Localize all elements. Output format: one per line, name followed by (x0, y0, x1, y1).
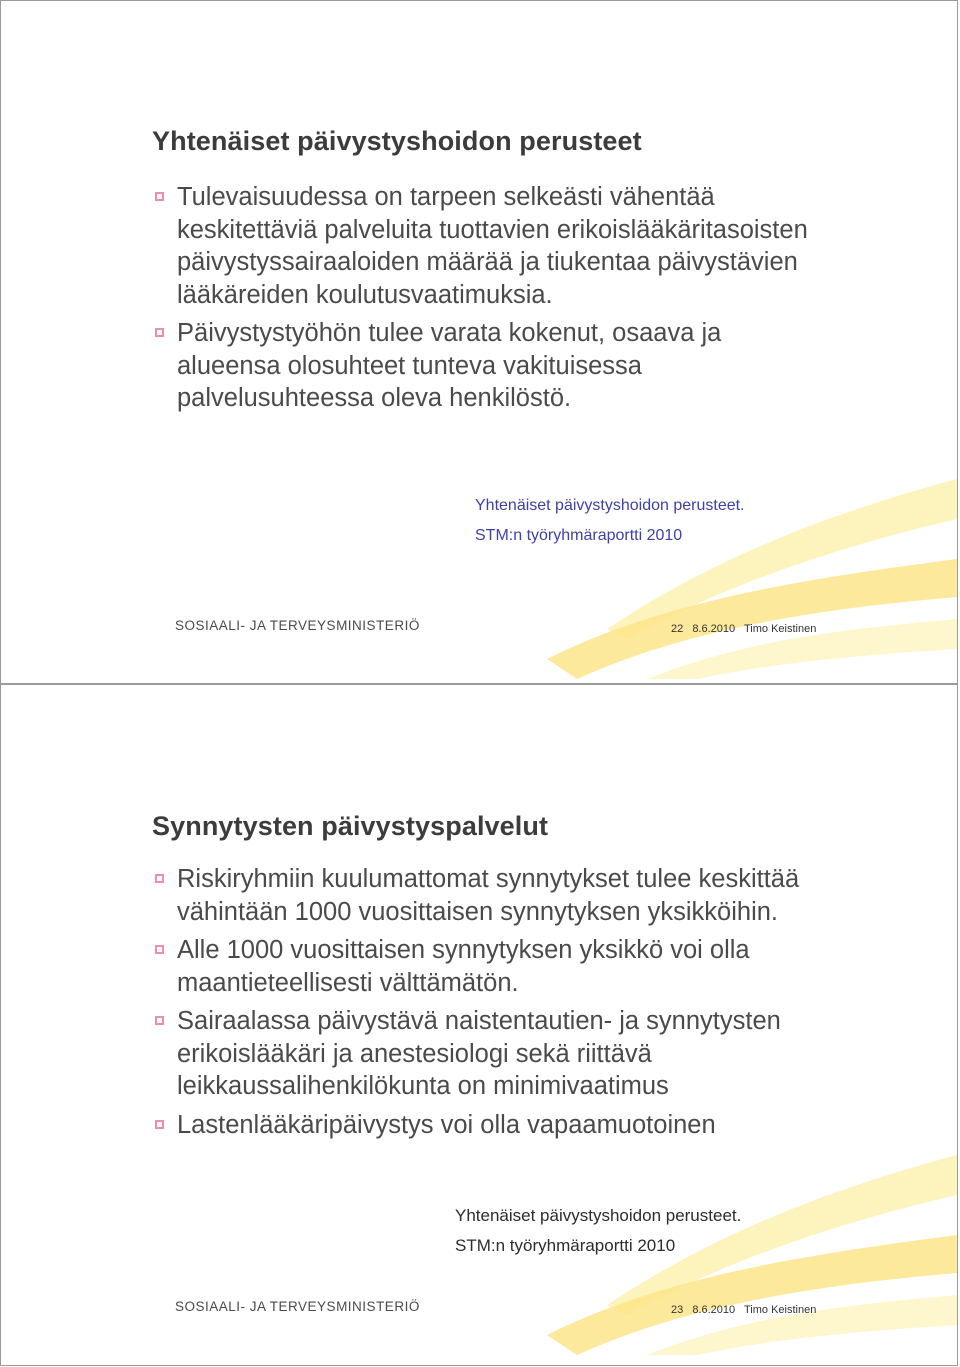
square-bullet-icon (155, 1120, 164, 1129)
ministry-logo-text: SOSIAALI- JA TERVEYSMINISTERIÖ (175, 618, 420, 633)
slide-23 (0, 684, 958, 1366)
source-title: Yhtenäiset päivystyshoidon perusteet. (475, 497, 745, 514)
page-number: 22 (671, 623, 684, 635)
bullet-item (152, 1109, 812, 1142)
slide-author: Timo Keistinen (744, 623, 817, 635)
bullet-text: Riskiryhmiin kuulumattomat synnytykset tulee keskittää vähintään 1000 vuosittaisen synnytyksen yksikköihin. (177, 865, 800, 926)
slide-footer (671, 1304, 822, 1316)
square-bullet-icon (155, 945, 164, 954)
bullet-text: Päivystystyöhön tulee varata kokenut, osaava ja alueensa olosuhteet tunteva vakituisessa palvelusuhteessa oleva henkilöstö. (177, 319, 722, 412)
bullet-item (152, 317, 812, 415)
bullet-text: Lastenlääkäripäivystys voi olla vapaamuotoinen (177, 1110, 716, 1139)
bullet-item (152, 863, 812, 928)
slide-date: 8.6.2010 (692, 1304, 736, 1316)
square-bullet-icon (155, 192, 164, 201)
bullet-item (152, 1005, 812, 1103)
slide-title: Yhtenäiset päivystyshoidon perusteet (152, 126, 642, 156)
source-report: STM:n työryhmäraportti 2010 (455, 1236, 676, 1255)
square-bullet-icon (155, 874, 164, 883)
bullet-item (152, 934, 812, 999)
bullet-item (152, 181, 812, 311)
square-bullet-icon (155, 328, 164, 337)
source-title: Yhtenäiset päivystyshoidon perusteet. (455, 1206, 742, 1225)
ministry-logo-text: SOSIAALI- JA TERVEYSMINISTERIÖ (175, 1299, 420, 1314)
slide-title: Synnytysten päivystyspalvelut (152, 811, 549, 841)
source-report: STM:n työryhmäraportti 2010 (475, 527, 683, 544)
square-bullet-icon (155, 1016, 164, 1025)
slide-author: Timo Keistinen (744, 1304, 817, 1316)
source-citation (455, 1201, 741, 1261)
slide-date: 8.6.2010 (692, 623, 736, 635)
source-citation (475, 491, 745, 551)
slide-footer (671, 623, 822, 635)
bullet-text: Tulevaisuudessa on tarpeen selkeästi vähentää keskitettäviä palveluita tuottavien erikoislääkäritasoisten päivystyssairaaloiden määrää ja tiukentaa päivystävien lääkäreiden koulutusvaatimuksia. (177, 183, 808, 309)
bullet-list (152, 863, 812, 1147)
slide-22 (0, 0, 958, 684)
bullet-list (152, 181, 812, 421)
bullet-text: Alle 1000 vuosittaisen synnytyksen yksikkö voi olla maantieteellisesti välttämätön. (177, 936, 750, 997)
bullet-text: Sairaalassa päivystävä naistentautien- ja synnytysten erikoislääkäri ja anestesiologi sekä riittävä leikkaussalihenkilökunta on minimivaatimus (177, 1007, 781, 1100)
page-number: 23 (671, 1304, 684, 1316)
